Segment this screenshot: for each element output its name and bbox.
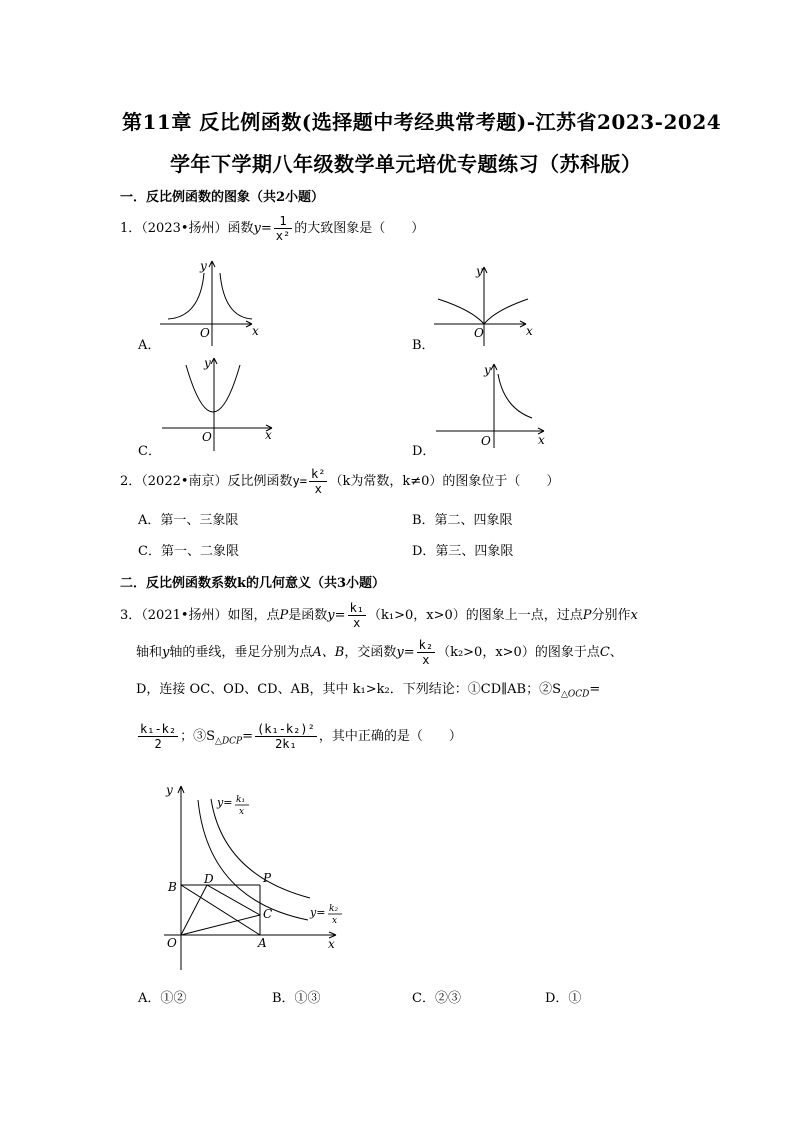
q3-C: C	[599, 645, 610, 660]
label-B: B	[168, 880, 177, 894]
curve-right	[220, 273, 252, 319]
q3-text: 轴和	[136, 645, 163, 660]
curve1-k: k₁	[236, 795, 246, 805]
q3-text: 是函数	[288, 608, 328, 623]
q2-den: x	[314, 482, 322, 496]
q3-y: y	[327, 608, 335, 623]
graph-c	[160, 355, 290, 465]
q2-option-d[interactable]: D．第三、四象限	[412, 544, 514, 559]
q3-x: x	[422, 653, 430, 667]
q3-text: ，其中正确的是（ ）	[318, 729, 462, 744]
label-C: C	[263, 907, 273, 921]
q1-fraction	[274, 214, 292, 243]
x-label: x	[328, 937, 335, 951]
section-heading: 二．反比例函数系数k的几何意义（共3小题）	[120, 576, 386, 591]
y-label: y	[476, 264, 483, 278]
q3-frac2-den: 2	[154, 737, 162, 751]
q3-text: 分别作	[591, 608, 631, 623]
q3-fraction-k1	[348, 601, 366, 630]
label-P: P	[263, 871, 272, 885]
x-label: x	[526, 324, 533, 338]
graph-b	[432, 255, 552, 355]
q3-x-axis: x	[630, 608, 638, 623]
segment-CD	[207, 885, 260, 915]
graph-d	[432, 362, 562, 462]
q2-fraction	[309, 467, 327, 496]
q3-k1: k₁	[349, 601, 365, 615]
origin-label: O	[481, 434, 491, 448]
curve2-label: y=	[310, 906, 326, 919]
question-3-line4	[136, 722, 462, 757]
question-1	[120, 214, 424, 244]
curve2-x: x	[332, 916, 338, 926]
y-label: y	[166, 783, 173, 797]
graph-a	[160, 255, 280, 355]
q3-eq: =	[589, 682, 601, 697]
q1-option-c[interactable]: C．	[138, 444, 161, 459]
question-3-line1	[120, 601, 638, 631]
q2-option-c[interactable]: C．第一、二象限	[138, 544, 239, 559]
curve-k2	[198, 800, 308, 920]
q3-eq: =	[403, 645, 415, 660]
q1-suffix: 的大致图象是（ ）	[294, 221, 425, 236]
q3-sep: 、	[609, 645, 623, 660]
label-D: D	[204, 872, 214, 886]
q3-figure	[160, 780, 360, 980]
question-3-line3	[136, 678, 600, 700]
q2-num: k²	[310, 467, 326, 481]
curve1-x: x	[239, 807, 245, 817]
question-3-line2	[136, 638, 623, 668]
q3-option-d[interactable]: D．①	[545, 991, 582, 1006]
curve	[186, 365, 240, 412]
q1-option-d[interactable]: D．	[412, 444, 436, 459]
q3-frac2-num: k₁-k₂	[140, 722, 177, 736]
q3-eq: =	[242, 729, 254, 744]
q3-cond1: （k₁>0，x>0）的图象上一点，过点	[368, 608, 583, 623]
section-heading: 一．反比例函数的图象（共2小题）	[120, 190, 325, 205]
q3-fraction-2	[138, 722, 178, 751]
page-title-line2: 学年下学期八年级数学单元培优专题练习（苏科版）	[170, 152, 642, 176]
q1-option-b[interactable]: B．	[412, 338, 435, 353]
curve-k1	[211, 799, 310, 898]
x-label: x	[265, 428, 272, 442]
q3-option-a[interactable]: A．①②	[138, 991, 187, 1006]
q1-den: x²	[275, 229, 291, 243]
q3-sub-dcp: △DCP	[215, 736, 243, 747]
y-label: y	[204, 356, 211, 370]
segment-OD	[181, 885, 207, 935]
q3-P: P	[279, 608, 289, 623]
y-label: y	[484, 363, 491, 377]
curve1-label: y=	[217, 796, 233, 809]
q3-text: 3．（2021•扬州）如图，点	[120, 608, 280, 623]
q1-option-a[interactable]: A．	[138, 338, 161, 353]
q3-option-c[interactable]: C．②③	[412, 991, 461, 1006]
curve2-k: k₂	[329, 904, 339, 914]
q2-suffix: （k为常数，k≠0）的图象位于（ ）	[329, 474, 560, 489]
q3-fraction-k2	[417, 638, 435, 667]
q3-P: P	[582, 608, 592, 623]
q3-eq: =	[334, 608, 346, 623]
q3-sub-ocd: △OCD	[560, 689, 590, 700]
q2-yeq: y=	[292, 474, 307, 488]
label-O: O	[167, 936, 177, 950]
q2-prefix: 2．（2022•南京）反比例函数	[120, 474, 293, 489]
q3-fraction-3	[255, 722, 317, 751]
q2-option-a[interactable]: A．第一、三象限	[138, 513, 239, 528]
q3-option-b[interactable]: B．①③	[272, 991, 321, 1006]
curve	[498, 374, 532, 418]
label-A: A	[258, 936, 267, 950]
x-label: x	[252, 324, 259, 338]
q3-y-axis: y	[162, 645, 170, 660]
q3-text: ，交函数	[344, 645, 397, 660]
q1-prefix: 1．（2023•扬州）函数	[120, 221, 254, 236]
curve-left	[168, 273, 204, 319]
q3-frac3-den: 2k₁	[275, 737, 297, 751]
question-2	[120, 466, 559, 497]
curve	[438, 299, 528, 324]
segment-OC	[181, 915, 260, 935]
q3-cond2: （k₂>0，x>0）的图象于点	[437, 645, 600, 660]
q1-num: 1	[274, 214, 292, 229]
q3-text: ；③S	[180, 729, 216, 744]
q3-y: y	[396, 645, 404, 660]
q3-AB: A、B	[312, 645, 345, 660]
q1-y: y	[253, 221, 261, 236]
origin-label: O	[202, 430, 212, 444]
q1-eq: =	[260, 221, 272, 236]
q3-frac3-num: (k₁-k₂)²	[257, 722, 315, 736]
x-label: x	[538, 433, 545, 447]
y-label: y	[200, 259, 207, 273]
q3-text: D，连接 OC、OD、CD、AB，其中 k₁>k₂．下列结论：①CD∥AB；②S	[136, 682, 561, 697]
q3-x: x	[353, 616, 361, 630]
q3-text: 轴的垂线，垂足分别为点	[169, 645, 313, 660]
origin-label: O	[474, 326, 484, 340]
page-title-line1: 第11章 反比例函数(选择题中考经典常考题)-江苏省2023-2024	[122, 110, 722, 134]
q3-k2: k₂	[418, 638, 434, 652]
q2-option-b[interactable]: B．第二、四象限	[412, 513, 513, 528]
origin-label: O	[200, 326, 210, 340]
